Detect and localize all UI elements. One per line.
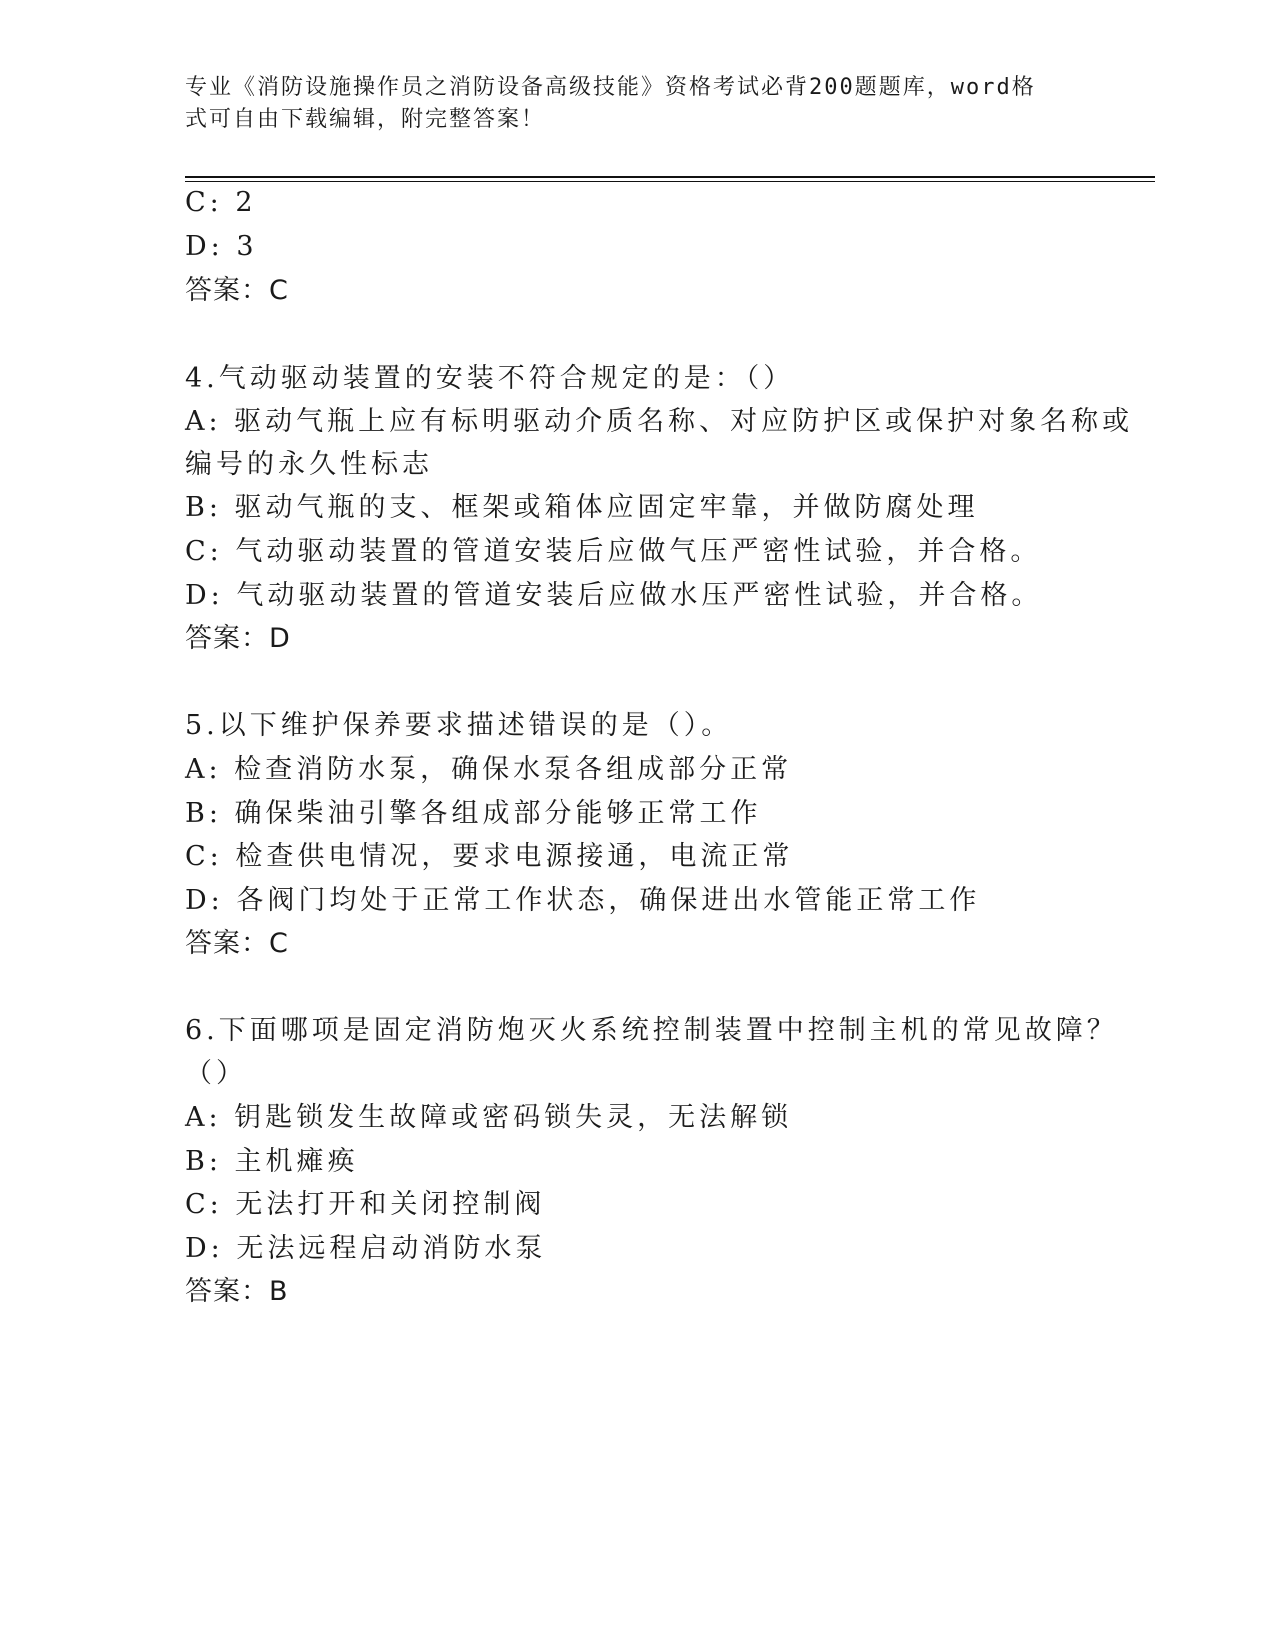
header-divider-thick [185, 176, 1155, 178]
q4-option-a-line-2: 编号的永久性标志 [185, 449, 433, 480]
prev-option-c: C: 2 [185, 187, 257, 218]
q5-option-c: C: 检查供电情况，要求电源接通，电流正常 [185, 841, 794, 872]
document-header [185, 72, 1075, 136]
q5-option-a: A: 检查消防水泵，确保水泵各组成部分正常 [185, 754, 793, 785]
q5-option-b: B: 确保柴油引擎各组成部分能够正常工作 [185, 798, 762, 829]
q5-option-d: D: 各阀门均处于正常工作状态，确保进出水管能正常工作 [185, 885, 981, 916]
q6-option-a: A: 钥匙锁发生故障或密码锁失灵，无法解锁 [185, 1102, 793, 1133]
q4-option-a-line-1: A: 驱动气瓶上应有标明驱动介质名称、对应防护区或保护对象名称或 [185, 406, 1134, 437]
q4-option-d: D: 气动驱动装置的管道安装后应做水压严密性试验，并合格。 [185, 580, 1043, 611]
q4-option-b: B: 驱动气瓶的支、框架或箱体应固定牢靠，并做防腐处理 [185, 492, 979, 523]
q6-question-line-1: 6.下面哪项是固定消防炮灭火系统控制装置中控制主机的常见故障？ [185, 1015, 1118, 1046]
q6-question-line-2: （） [185, 1058, 247, 1089]
q6-option-d: D: 无法远程启动消防水泵 [185, 1233, 547, 1264]
header-title-line-2: 式可自由下载编辑，附完整答案！ [185, 107, 546, 132]
header-divider-thin [185, 181, 1155, 182]
q5-answer: 答案：C [185, 928, 289, 959]
q4-option-c: C: 气动驱动装置的管道安装后应做气压严密性试验，并合格。 [185, 536, 1042, 567]
q6-option-b: B: 主机瘫痪 [185, 1146, 359, 1177]
q4-answer: 答案：D [185, 623, 291, 654]
header-title-line-1: 专业《消防设施操作员之消防设备高级技能》资格考试必背200题题库，word格 [185, 75, 1036, 100]
q6-option-c: C: 无法打开和关闭控制阀 [185, 1189, 546, 1220]
prev-answer: 答案：C [185, 275, 289, 306]
prev-option-d: D: 3 [185, 231, 258, 262]
q6-answer: 答案：B [185, 1276, 289, 1307]
q4-question: 4.气动驱动装置的安装不符合规定的是：（） [185, 363, 795, 394]
q5-question: 5.以下维护保养要求描述错误的是（）。 [185, 710, 733, 741]
